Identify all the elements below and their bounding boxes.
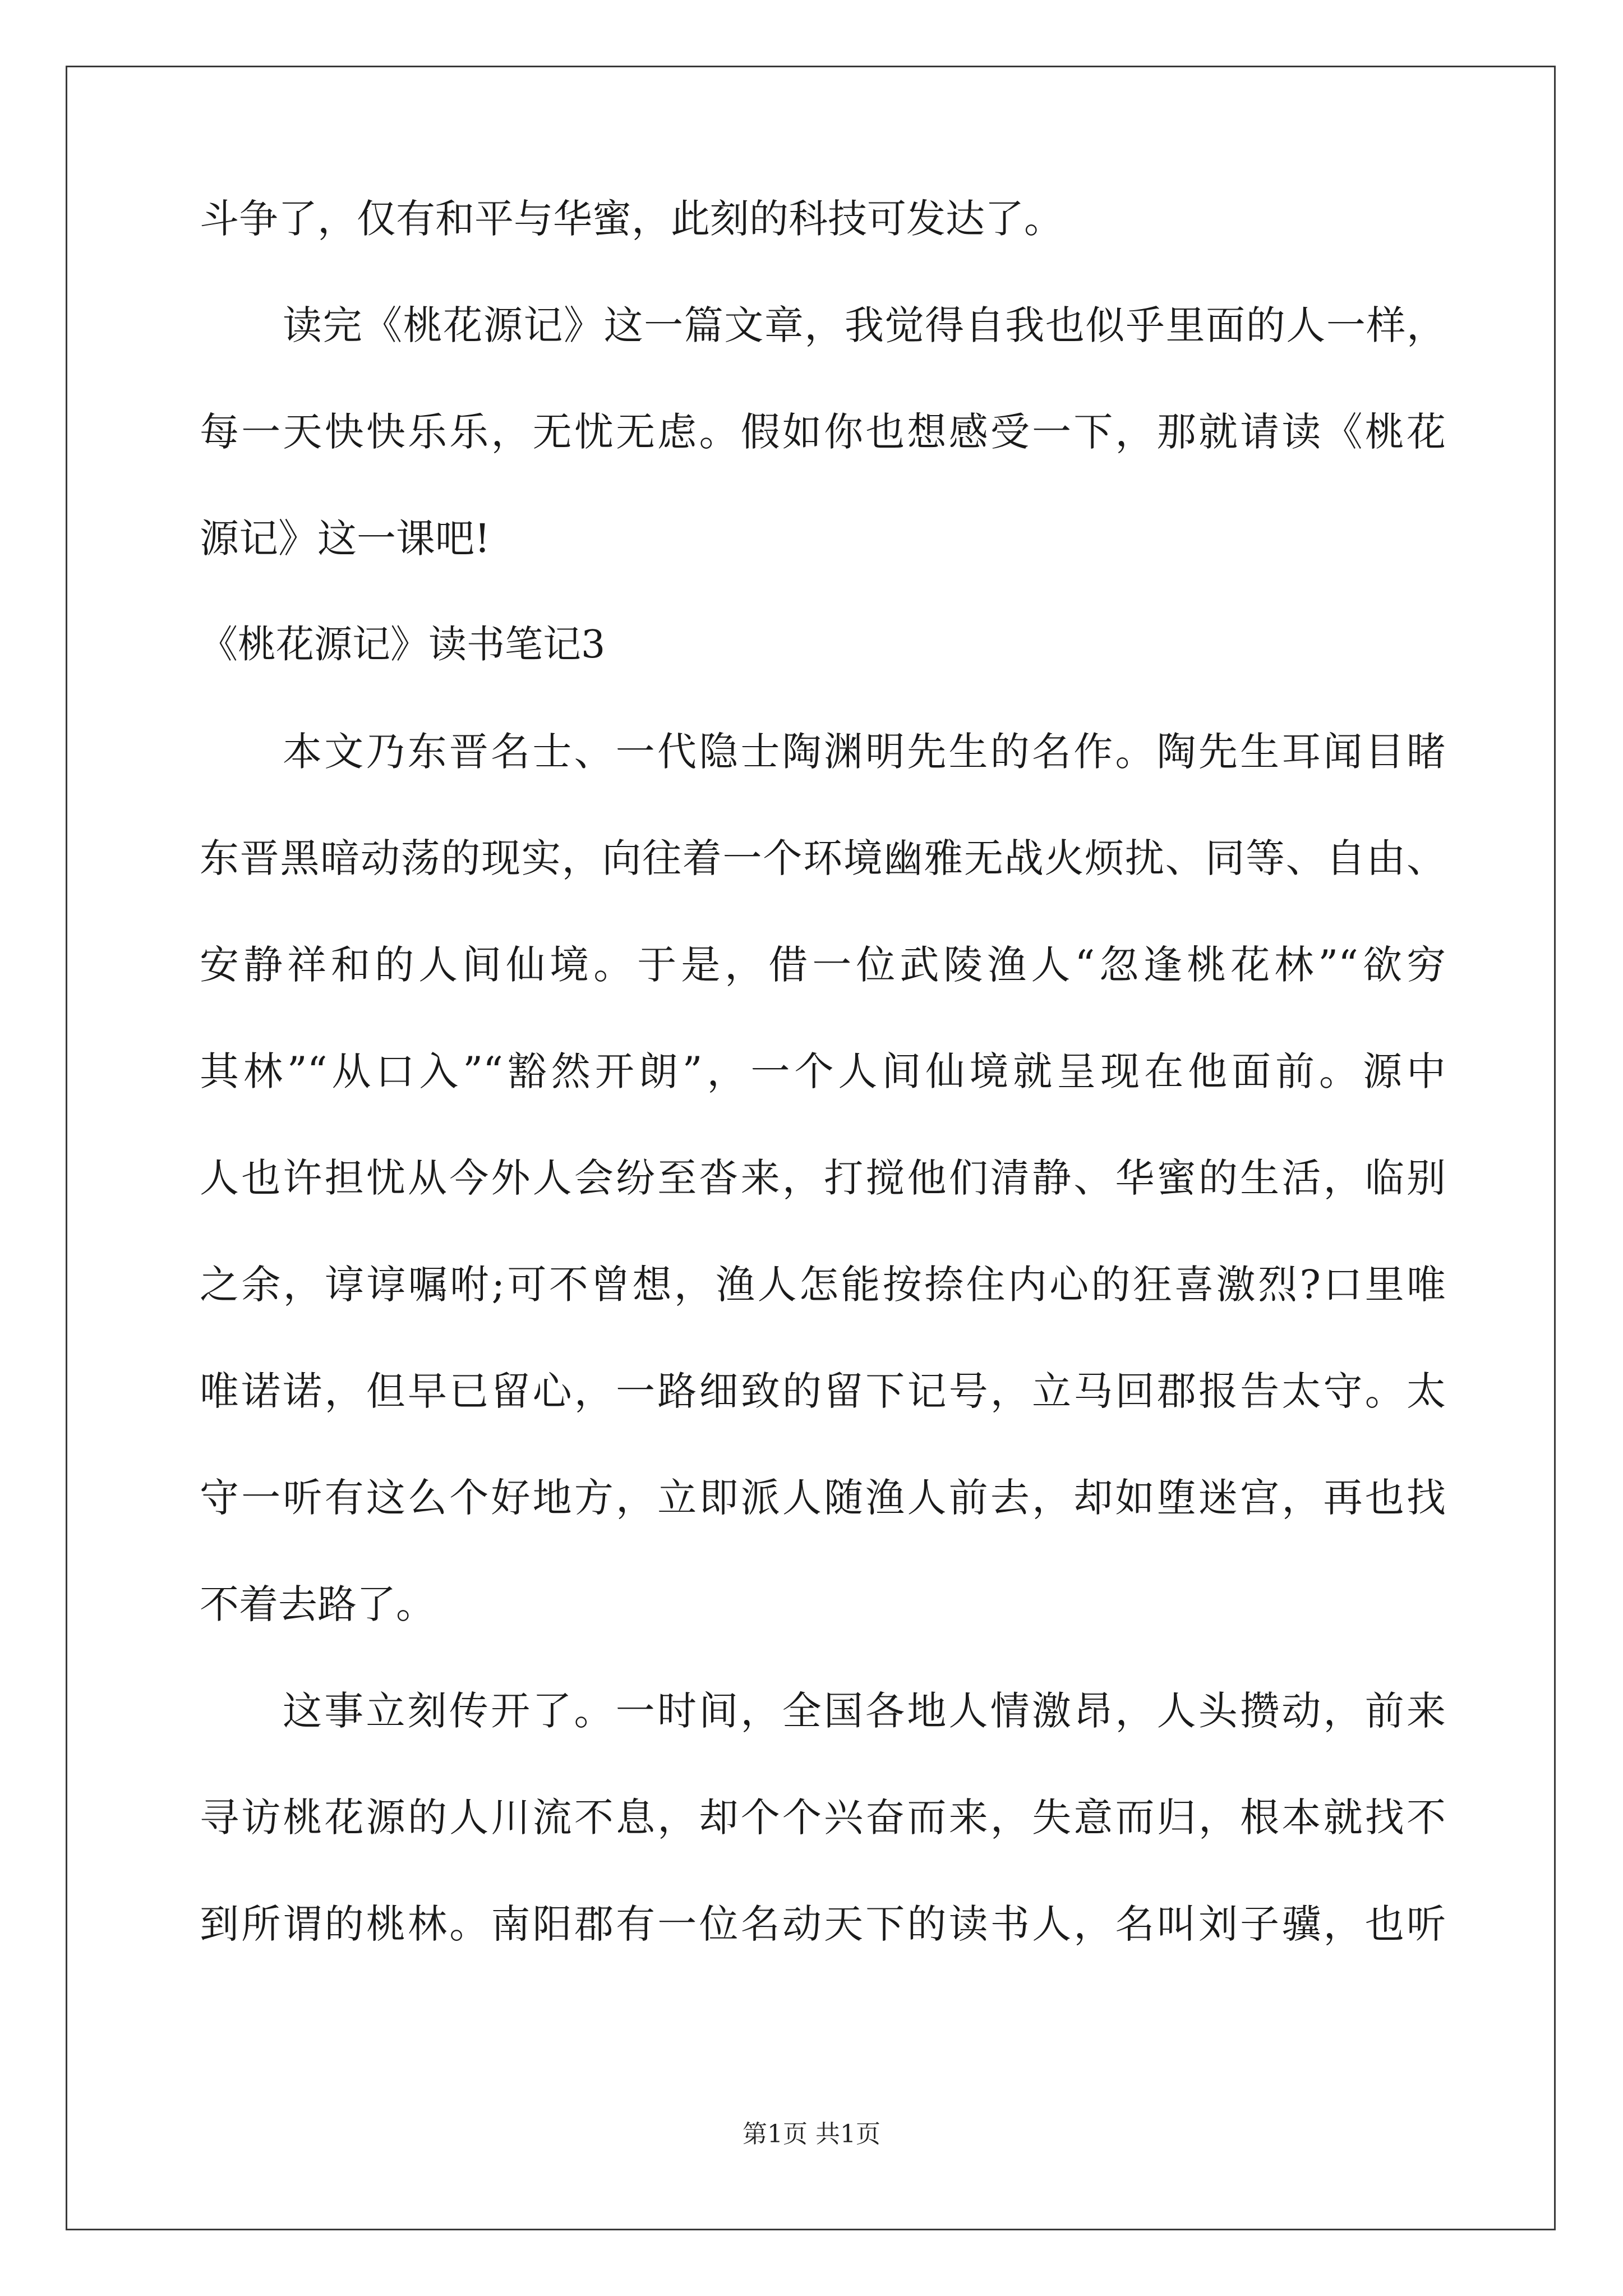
text-line: 不着去路了。 (200, 1581, 435, 1627)
text-line: 守一听有这么个好地方，立即派人随渔人前去，却如堕迷宫，再也找 (200, 1475, 1446, 1521)
paragraph-first-line: 本文乃东晋名士、一代隐士陶渊明先生的名作。陶先生耳闻目睹 (283, 729, 1446, 775)
text-line: 安静祥和的人间仙境。于是，借一位武陵渔人“忽逢桃花林”“欲穷 (200, 942, 1446, 988)
paragraph-first-line: 这事立刻传开了。一时间，全国各地人情激昂，人头攒动，前来 (283, 1688, 1446, 1734)
section-heading: 《桃花源记》读书笔记3 (200, 623, 606, 667)
text-line: 唯诺诺，但早已留心，一路细致的留下记号，立马回郡报告太守。太 (200, 1368, 1446, 1414)
text-line: 东晋黑暗动荡的现实，向往着一个环境幽雅无战火烦扰、同等、自由、 (200, 835, 1446, 881)
text-line: 斗争了，仅有和平与华蜜，此刻的科技可发达了。 (200, 196, 1063, 242)
text-line: 之余，谆谆嘱咐;可不曾想，渔人怎能按捺住内心的狂喜激烈?口里唯 (200, 1262, 1446, 1308)
paragraph-first-line: 读完《桃花源记》这一篇文章，我觉得自我也似乎里面的人一样， (283, 302, 1446, 348)
text-line: 到所谓的桃林。南阳郡有一位名动天下的读书人，名叫刘子骥，也听 (200, 1901, 1446, 1947)
text-line: 寻访桃花源的人川流不息，却个个兴奋而来，失意而归，根本就找不 (200, 1795, 1446, 1841)
page-number-footer: 第1页 共1页 (743, 2120, 880, 2148)
text-line: 源记》这一课吧! (200, 516, 491, 562)
text-line: 其林”“从口入”“豁然开朗”，一个人间仙境就呈现在他面前。源中 (200, 1048, 1446, 1094)
text-line: 人也许担忧从今外人会纷至沓来，打搅他们清静、华蜜的生活，临别 (200, 1155, 1446, 1201)
text-line: 每一天快快乐乐，无忧无虑。假如你也想感受一下，那就请读《桃花 (200, 409, 1446, 455)
